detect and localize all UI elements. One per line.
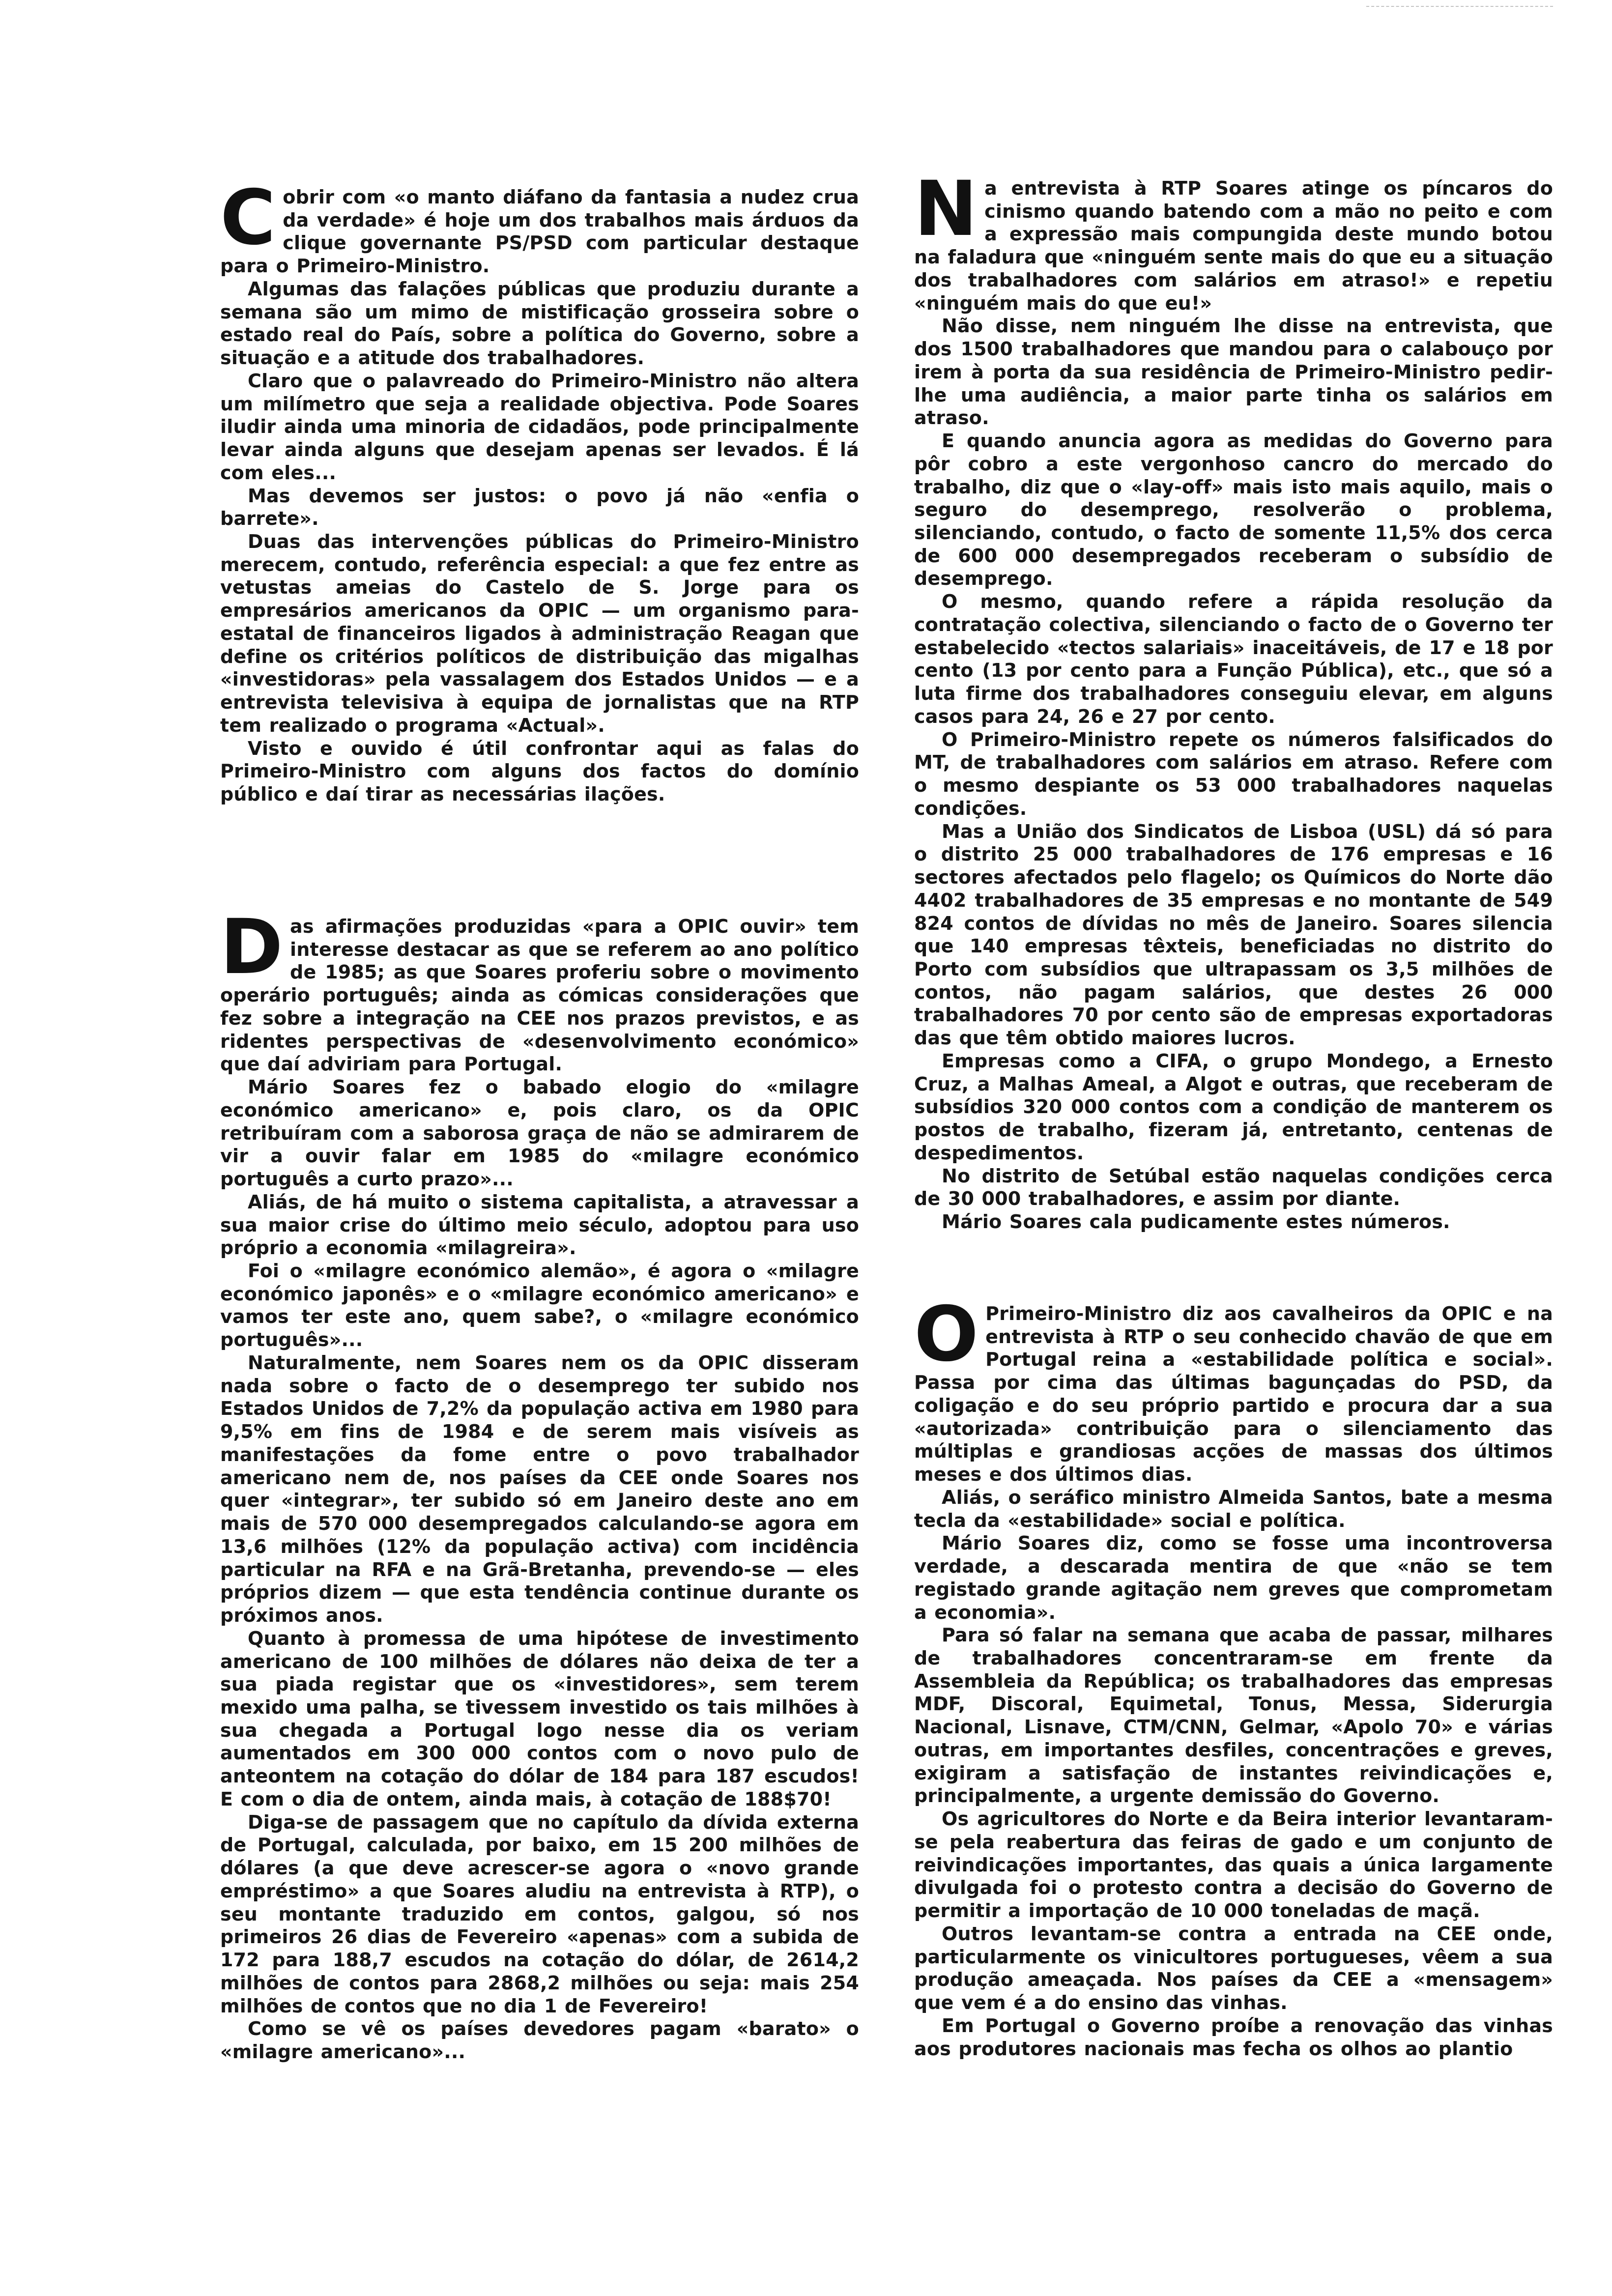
paragraph: Para só falar na semana que acaba de passar, milhares de trabalhadores concentraram-se em frente da Assembleia da República; os trabalhadores das empresas MDF, Discoral, Equimetal, Tonus, Messa, Siderurgia Nacional, Lisnave, CTM/CNN, Gelmar, «Apolo 70» e várias outras, em importantes desfiles, concentrações e greves, exigiram a satisfação de instantes reivindicações e, principalmente, a urgente demissão do Governo. [914,1624,1553,1807]
paragraph: Outros levantam-se contra a entrada na CEE onde, particularmente os vinicultores portugueses, vêem a sua produção ameaçada. Nos países da CEE a «mensagem» que vem é a do ensino das vinhas. [914,1923,1553,2014]
paragraph: Em Portugal o Governo proíbe a renovação das vinhas aos produtores nacionais mas fecha os olhos ao plantio [914,2014,1553,2060]
paragraph: O Primeiro-Ministro repete os números falsificados do MT, de trabalhadores com salários em atraso. Refere com o mesmo despiante os 53 000 trabalhadores naquelas condições. [914,728,1553,819]
paragraph: Algumas das falações públicas que produziu durante a semana são um mimo de mistificação grosseira sobre o estado real do País, sobre a política do Governo, sobre a situação e a atitude dos trabalhadores. [220,278,859,369]
paragraph: Diga-se de passagem que no capítulo da dívida externa de Portugal, calculada, por baixo, em 15 200 milhões de dólares (a que deve acrescer-se agora o «novo grande empréstimo» a que Soares aludiu na entrevista à RTP), o seu montante traduzido em contos, galgou, só nos primeiros 26 dias de Fevereiro «apenas» com a subida de 172 para 188,7 escudos na cotação do dólar, de 2614,2 milhões de contos para 2868,2 milhões ou seja: mais 254 milhões de contos que no dia 1 de Fevereiro! [220,1811,859,2017]
paragraph: Foi o «milagre económico alemão», é agora o «milagre económico japonês» e o «milagre económico americano» e vamos ter este ano, quem sabe?, o «milagre económico português»... [220,1260,859,1351]
paragraph: Os agricultores do Norte e da Beira interior levantaram-se pela reabertura das feiras de gado e um conjunto de reivindicações importantes, das quais a única largamente divulgada foi o protesto contra a decisão do Governo de permitir a importação de 10 000 toneladas de maçã. [914,1808,1553,1922]
top-edge-scan-line [1366,6,1553,7]
paragraph: No distrito de Setúbal estão naquelas condições cerca de 30 000 trabalhadores, e assim por diante. [914,1165,1553,1210]
drop-cap: N [914,165,978,253]
paragraph: Mário Soares fez o babado elogio do «milagre económico americano» e, pois claro, os da OPIC retribuíram com a saborosa graça de não se admirarem de vir a ouvir falar em 1985 do «milagre económico português a curto prazo»... [220,1076,859,1190]
article-section-2 [220,903,859,2064]
drop-cap: D [220,903,284,991]
paragraph: Não disse, nem ninguém lhe disse na entrevista, que dos 1500 trabalhadores que mandou para o calabouço por irem à porta da sua residência de Primeiro-Ministro pedir-lhe uma audiência, a maior parte tinha os salários em atraso. [914,315,1553,429]
paragraph: E quando anuncia agora as medidas do Governo para pôr cobro a este vergonhoso cancro do mercado do trabalho, diz que o «lay-off» mais isto mais aquilo, mais o seguro do desemprego, resolverão o problema, silenciando, contudo, o facto de somente 11,5% dos cerca de 600 000 desempregados receberam o subsídio de desemprego. [914,430,1553,590]
paragraph: a entrevista à RTP Soares atinge os píncaros do cinismo quando batendo com a mão no peito e com a expressão mais compungida deste mundo botou na faladura que «ninguém sente mais do que eu a situação dos trabalhadores com salários em atraso!» e repetiu «ninguém mais do que eu!» [914,177,1553,314]
paragraph: Aliás, de há muito o sistema capitalista, a atravessar a sua maior crise do último meio século, adoptou para uso próprio a economia «milagreira». [220,1191,859,1259]
paragraph: obrir com «o manto diáfano da fantasia a nudez crua da verdade» é hoje um dos trabalhos mais árduos da clique governante PS/PSD com particular destaque para o Primeiro-Ministro. [220,186,859,277]
paragraph: Naturalmente, nem Soares nem os da OPIC disseram nada sobre o facto de o desemprego ter subido nos Estados Unidos de 7,2% da população activa em 1980 para 9,5% em fins de 1984 e de serem mais visíveis as manifestações da fome entre o povo trabalhador americano nem de, nos países da CEE onde Soares nos quer «integrar», ter subido só em Janeiro deste ano em mais de 570 000 desempregados calculando-se agora em 13,6 milhões (12% da população activa) com incidência particular na RFA e na Grã-Bretanha, prevendo-se — eles próprios dizem — que esta tendência continue durante os próximos anos. [220,1351,859,1627]
paragraph: O mesmo, quando refere a rápida resolução da contratação colectiva, silenciando o facto de o Governo ter estabelecido «tectos salariais» inaceitáveis, de 17 e 18 por cento (13 por cento para a Função Pública), etc., que só a luta firme dos trabalhadores conseguiu elevar, em alguns casos para 24, 26 e 27 por cento. [914,591,1553,727]
paragraph: Visto e ouvido é útil confrontar aqui as falas do Primeiro-Ministro com alguns dos factos do domínio público e daí tirar as necessárias ilações. [220,737,859,805]
paragraph: Mas a União dos Sindicatos de Lisboa (USL) dá só para o distrito 25 000 trabalhadores de 176 empresas e 16 sectores afectados pelo flagelo; os Químicos do Norte dão 4402 trabalhadores de 35 empresas e no montante de 549 824 contos de dívidas no mês de Janeiro. Soares silencia que 140 empresas têxteis, beneficiadas no distrito do Porto com subsídios que ultrapassam os 3,5 milhões de contos, não pagam salários, que destes 26 000 trabalhadores 70 por cento são de empresas exportadoras das que têm obtido maiores lucros. [914,820,1553,1049]
paragraph: Mário Soares diz, como se fosse uma incontroversa verdade, a descarada mentira de que «não se tem registado grande agitação nem greves que comprometam a economia». [914,1532,1553,1623]
paragraph: Mas devemos ser justos: o povo já não «enfia o barrete». [220,485,859,530]
article-section-1 [220,174,859,806]
paragraph: Duas das intervenções públicas do Primeiro-Ministro merecem, contudo, referência especial: a que fez entre as vetustas ameias do Castelo de S. Jorge para os empresários americanos da OPIC — um organismo para-estatal de financeiros ligados à administração Reagan que define os critérios políticos de distribuição das migalhas «investidoras» pela vassalagem dos Estados Unidos — e a entrevista televisiva à equipa de jornalistas que na RTP tem realizado o programa «Actual». [220,531,859,736]
article-section-3 [914,165,1553,1234]
paragraph: Empresas como a CIFA, o grupo Mondego, a Ernesto Cruz, a Malhas Ameal, a Algot e outras, que receberam de subsídios 320 000 contos com a condição de manterem os postos de trabalho, fizeram já, entretanto, centenas de despedimentos. [914,1050,1553,1164]
paragraph: Aliás, o seráfico ministro Almeida Santos, bate a mesma tecla da «estabilidade» social e política. [914,1486,1553,1531]
paragraph: Como se vê os países devedores pagam «barato» o «milagre americano»... [220,2018,859,2063]
drop-cap: C [220,174,276,262]
paragraph: Claro que o palavreado do Primeiro-Ministro não altera um milímetro que seja a realidade objectiva. Pode Soares iludir ainda uma minoria de cidadãos, pode principalmente levar ainda alguns que desejam apenas ser levados. É lá com eles... [220,370,859,484]
paragraph: as afirmações produzidas «para a OPIC ouvir» tem interesse destacar as que se referem ao ano político de 1985; as que Soares proferiu sobre o movimento operário português; ainda as cómicas considerações que fez sobre a integração na CEE nos prazos previstos, e as ridentes perspectivas de «desenvolvimento económico» que daí adviriam para Portugal. [220,916,859,1075]
paragraph: Primeiro-Ministro diz aos cavalheiros da OPIC e na entrevista à RTP o seu conhecido chavão de que em Portugal reina a «estabilidade política e social». Passa por cima das últimas bagunçadas do PSD, da coligação e do seu próprio partido e procura dar a sua «autorizada» contribuição para o silenciamento das múltiplas e grandiosas acções de massas dos últimos meses e dos últimos dias. [914,1303,1553,1486]
drop-cap: O [914,1291,979,1378]
article-section-4 [914,1291,1553,2060]
paragraph: Quanto à promessa de uma hipótese de investimento americano de 100 milhões de dólares não deixa de ter a sua piada registar que os «investidores», sem terem mexido uma palha, se tivessem investido os tais milhões à sua chegada a Portugal logo nesse dia os veriam aumentados em 300 000 contos com o novo pulo de anteontem na cotação do dólar de 184 para 187 escudos! E com o dia de ontem, ainda mais, à cotação de 188$70! [220,1627,859,1810]
paragraph: Mário Soares cala pudicamente estes números. [942,1211,1450,1233]
